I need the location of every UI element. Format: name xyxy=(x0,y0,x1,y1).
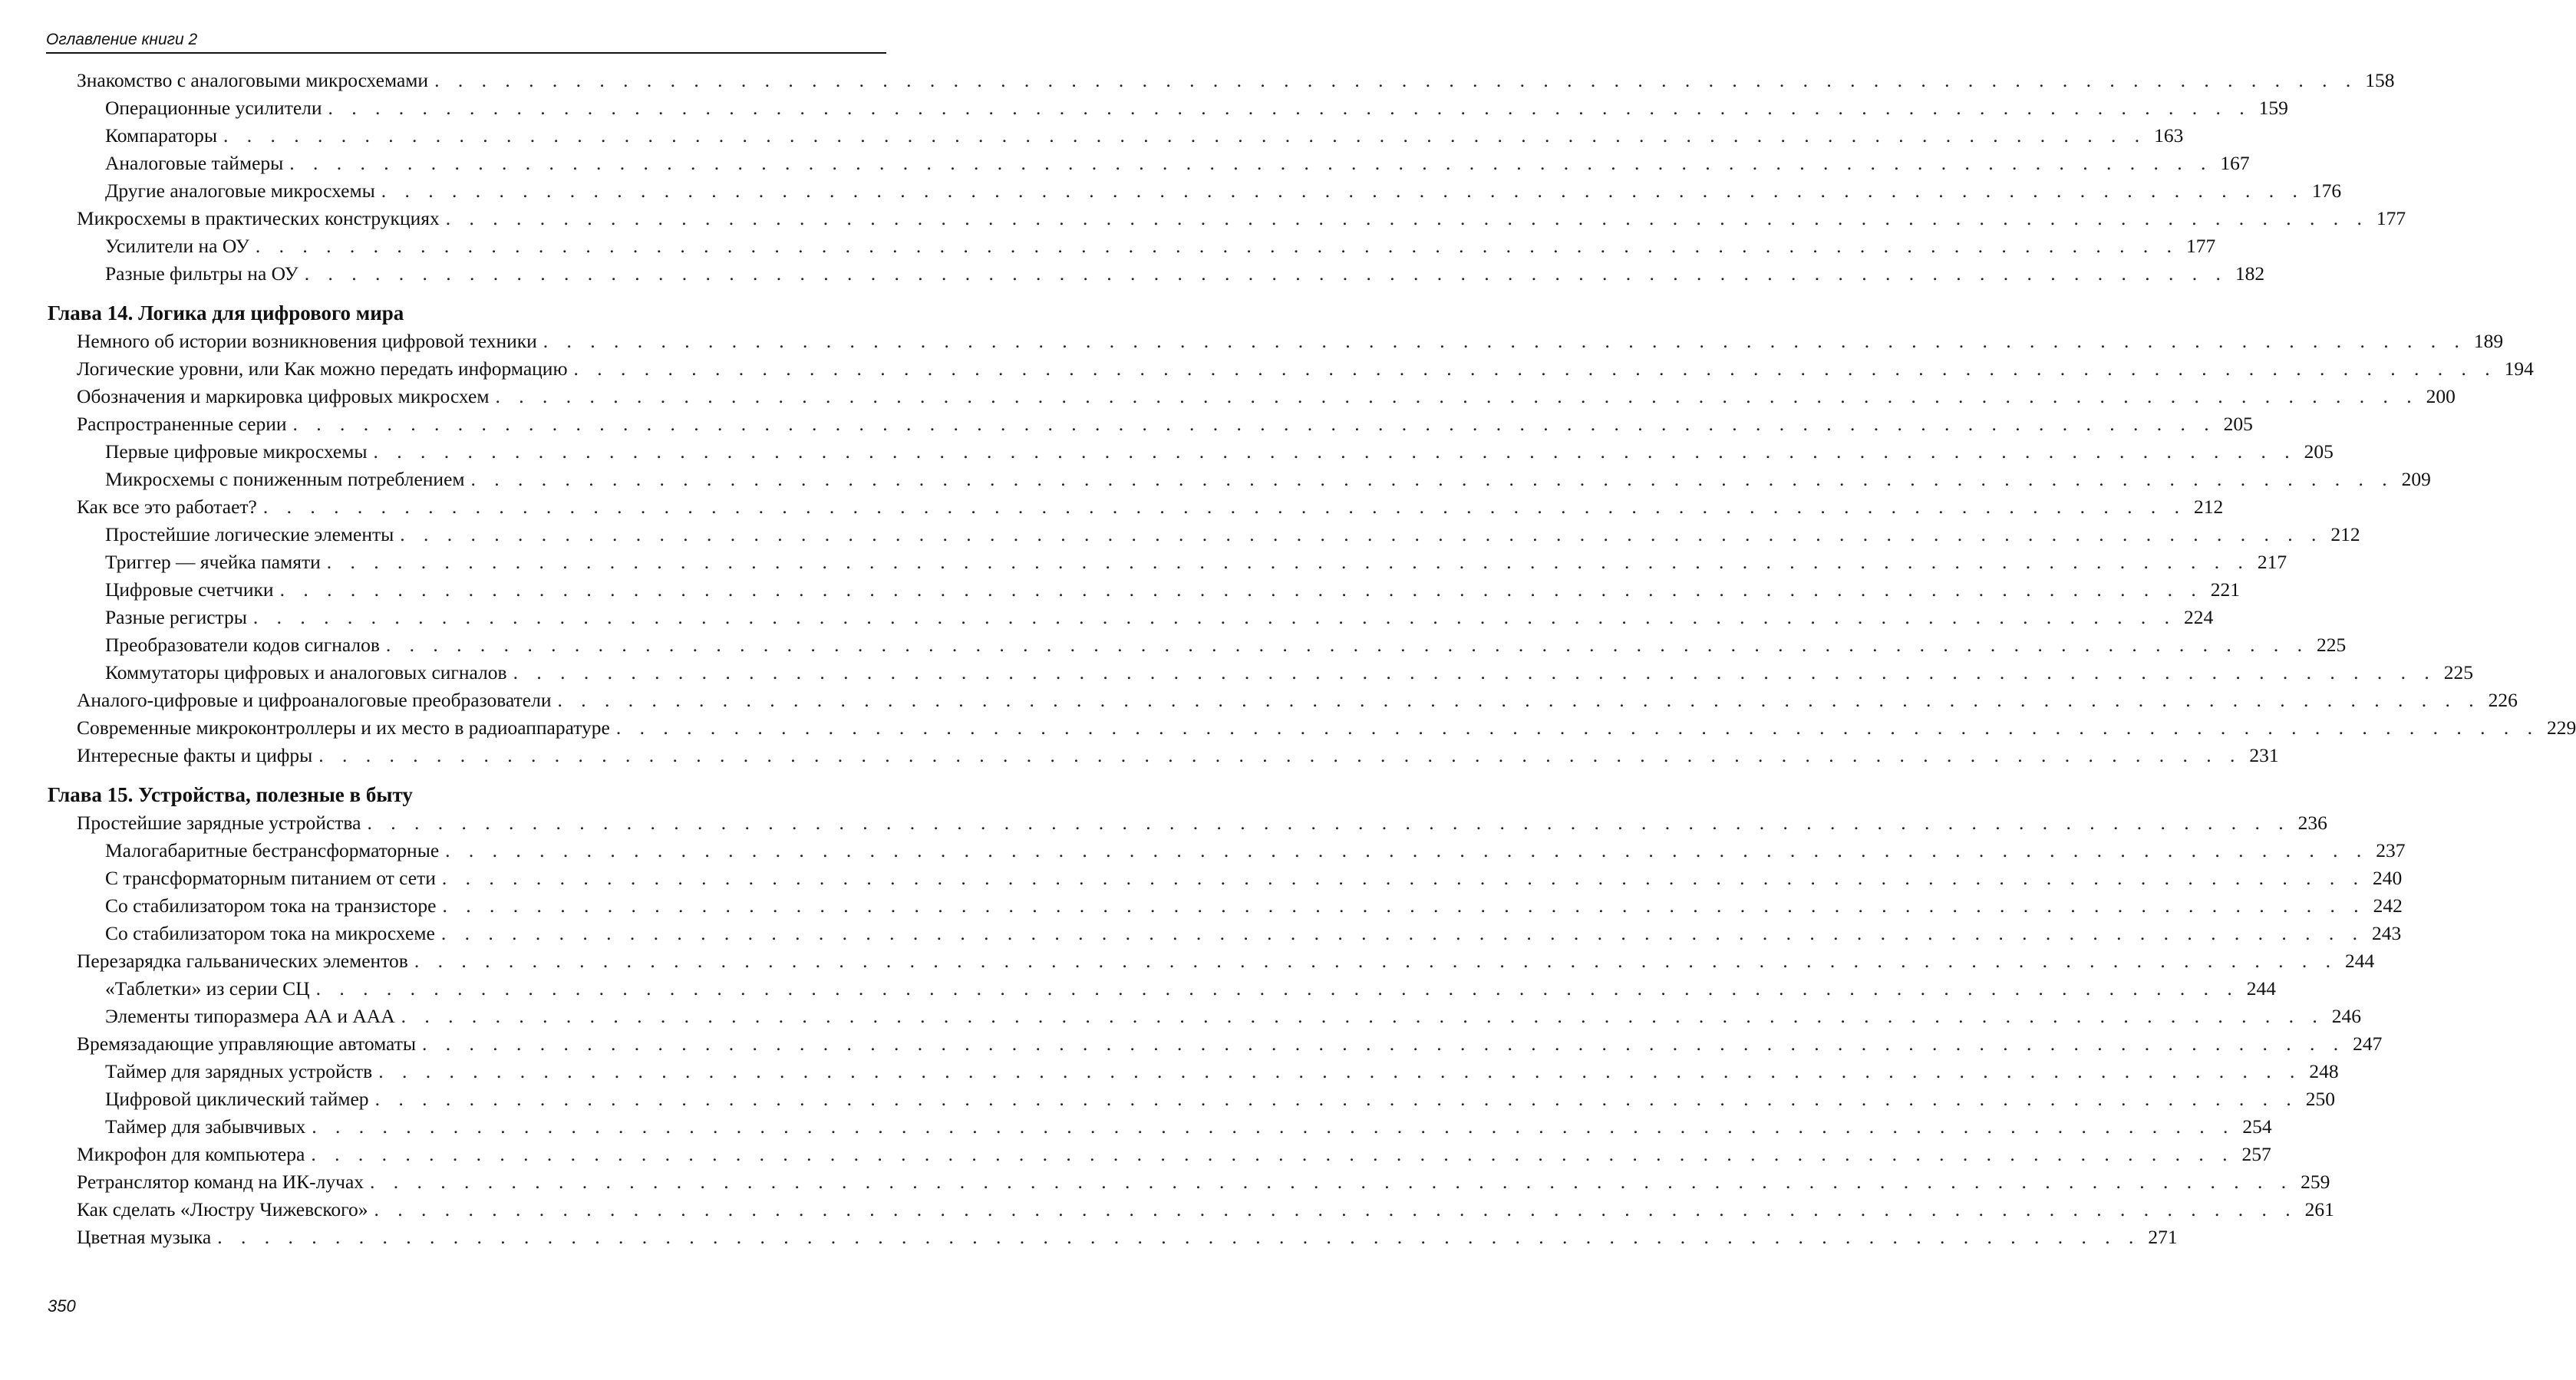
toc-entry-page: 163 xyxy=(2154,124,2184,147)
toc-subsection-entry xyxy=(105,95,2288,121)
toc-subsection-entry xyxy=(105,466,2431,492)
toc-entry-page: 236 xyxy=(2297,812,2327,834)
dot-leader: . . . . . . . . . . . . . . . . . . . . . . . . . . . . . . . . . . . . . . . . . . . . . . . . . . . . . . . . . . . . . . . . . . . . . . . . . . . . . . . . . . xyxy=(445,207,2369,229)
toc-subsection-entry xyxy=(105,577,2240,603)
toc-subsection-entry xyxy=(105,150,2250,176)
toc-entry-page: 221 xyxy=(2210,578,2240,601)
toc-entry-title: Элементы типоразмера АА и ААА xyxy=(105,1005,395,1027)
toc-entry-title: Микросхемы с пониженным потреблением xyxy=(105,468,465,490)
toc-section-entry xyxy=(77,743,2279,769)
dot-leader: . . . . . . . . . . . . . . . . . . . . . . . . . . . . . . . . . . . . . . . . . . . . . . . . . . . . . . . . . . . . . . . . . . . . . . . . . . . . . . . . . . xyxy=(289,152,2213,174)
page-number: 350 xyxy=(48,1296,76,1316)
toc-subsection-entry xyxy=(105,893,2403,919)
toc-subsection-entry xyxy=(105,1003,2362,1029)
toc-subsection-entry xyxy=(105,838,2406,864)
dot-leader: . . . . . . . . . . . . . . . . . . . . . . . . . . . . . . . . . . . . . . . . . . . . . . . . . . . . . . . . . . . . . . . . . . . . . . . . . . . . . . . . . . xyxy=(495,385,2419,407)
toc-entry-page: 225 xyxy=(2443,661,2473,683)
toc-entry-page: 261 xyxy=(2304,1198,2334,1220)
toc-entry-title: Другие аналоговые микросхемы xyxy=(105,179,375,202)
toc-entry-page: 250 xyxy=(2305,1088,2335,1110)
toc-entry-title: Разные фильтры на ОУ xyxy=(105,262,298,285)
toc-subsection-entry xyxy=(105,522,2360,548)
dot-leader: . . . . . . . . . . . . . . . . . . . . . . . . . . . . . . . . . . . . . . . . . . . . . . . . . . . . . . . . . . . . . . . . . . . . . . . . . . . . . . . . . . xyxy=(400,523,2324,545)
dot-leader: . . . . . . . . . . . . . . . . . . . . . . . . . . . . . . . . . . . . . . . . . . . . . . . . . . . . . . . . . . . . . . . . . . . . . . . . . . . . . . . . . . xyxy=(367,812,2291,834)
chapter-heading: Глава 14. Логика для цифрового мира xyxy=(48,301,404,324)
toc-entry-title: Со стабилизатором тока на транзисторе xyxy=(105,894,437,917)
toc-entry-title: Современные микроконтроллеры и их место в радиоаппаратуре xyxy=(77,716,610,739)
toc-entry-title: «Таблетки» из серии СЦ xyxy=(105,977,310,1000)
dot-leader: . . . . . . . . . . . . . . . . . . . . . . . . . . . . . . . . . . . . . . . . . . . . . . . . . . . . . . . . . . . . . . . . . . . . . . . . . . . . . . . . . . xyxy=(255,235,2179,257)
toc-entry-page: 226 xyxy=(2488,689,2518,711)
dot-leader: . . . . . . . . . . . . . . . . . . . . . . . . . . . . . . . . . . . . . . . . . . . . . . . . . . . . . . . . . . . . . . . . . . . . . . . . . . . . . . . . . . xyxy=(414,950,2337,972)
toc-entry-page: 254 xyxy=(2242,1115,2272,1138)
toc-entry-page: 240 xyxy=(2373,867,2403,889)
toc-entry-title: Микрофон для компьютера xyxy=(77,1143,305,1165)
toc-entry-title: Операционные усилители xyxy=(105,97,322,119)
toc-subsection-entry xyxy=(105,604,2214,631)
dot-leader: . . . . . . . . . . . . . . . . . . . . . . . . . . . . . . . . . . . . . . . . . . . . . . . . . . . . . . . . . . . . . . . . . . . . . . . . . . . . . . . . . . xyxy=(373,440,2297,463)
toc-subsection-entry xyxy=(105,549,2287,575)
dot-leader: . . . . . . . . . . . . . . . . . . . . . . . . . . . . . . . . . . . . . . . . . . . . . . . . . . . . . . . . . . . . . . . . . . . . . . . . . . . . . . . . . . xyxy=(312,1115,2235,1138)
chapter-heading: Глава 15. Устройства, полезные в быту xyxy=(48,783,413,806)
toc-section-entry xyxy=(77,715,2576,741)
toc-entry-page: 229 xyxy=(2547,716,2576,739)
dot-leader: . . . . . . . . . . . . . . . . . . . . . . . . . . . . . . . . . . . . . . . . . . . . . . . . . . . . . . . . . . . . . . . . . . . . . . . . . . . . . . . . . . xyxy=(381,179,2304,202)
toc-section-entry xyxy=(77,356,2534,382)
toc-section-entry xyxy=(77,411,2253,437)
toc-entry-page: 189 xyxy=(2473,330,2504,352)
toc-section-entry xyxy=(77,1224,2178,1250)
toc-entry-page: 209 xyxy=(2401,468,2431,490)
toc-entry-title: Компараторы xyxy=(105,124,217,147)
toc-section-entry xyxy=(77,494,2224,520)
toc-entry-title: Преобразователи кодов сигналов xyxy=(105,634,380,656)
toc-subsection-entry xyxy=(105,178,2342,204)
toc-section-entry xyxy=(77,206,2406,232)
toc-entry-page: 200 xyxy=(2426,385,2456,407)
toc-entry-page: 182 xyxy=(2235,262,2265,285)
toc-subsection-entry xyxy=(105,261,2265,287)
toc-entry-title: Простейшие зарядные устройства xyxy=(77,812,361,834)
toc-entry-title: Простейшие логические элементы xyxy=(105,523,394,545)
dot-leader: . . . . . . . . . . . . . . . . . . . . . . . . . . . . . . . . . . . . . . . . . . . . . . . . . . . . . . . . . . . . . . . . . . . . . . . . . . . . . . . . . . xyxy=(279,578,2203,601)
toc-entry-page: 259 xyxy=(2301,1171,2330,1193)
toc-entry-title: Немного об истории возникновения цифровой техники xyxy=(77,330,537,352)
toc-entry-title: Аналого-цифровые и цифроаналоговые преобразователи xyxy=(77,689,552,711)
dot-leader: . . . . . . . . . . . . . . . . . . . . . . . . . . . . . . . . . . . . . . . . . . . . . . . . . . . . . . . . . . . . . . . . . . . . . . . . . . . . . . . . . . xyxy=(441,867,2366,889)
toc-entry-page: 231 xyxy=(2249,744,2279,766)
toc-entry-title: С трансформаторным питанием от сети xyxy=(105,867,436,889)
toc-entry-page: 205 xyxy=(2304,440,2334,463)
toc-entry-title: Аналоговые таймеры xyxy=(105,152,284,174)
toc-entry-page: 217 xyxy=(2257,551,2287,573)
dot-leader: . . . . . . . . . . . . . . . . . . . . . . . . . . . . . . . . . . . . . . . . . . . . . . . . . . . . . . . . . . . . . . . . . . . . . . . . . . . . . . . . . . xyxy=(304,262,2228,285)
toc-section-entry xyxy=(77,810,2327,836)
dot-leader: . . . . . . . . . . . . . . . . . . . . . . . . . . . . . . . . . . . . . . . . . . . . . . . . . . . . . . . . . . . . . . . . . . . . . . . . . . . . . . . . . . xyxy=(573,357,2497,380)
toc-entry-page: 212 xyxy=(2330,523,2360,545)
toc-entry-page: 205 xyxy=(2223,413,2253,435)
toc-entry-page: 225 xyxy=(2317,634,2347,656)
toc-entry-title: Коммутаторы цифровых и аналоговых сигналов xyxy=(105,661,507,683)
dot-leader: . . . . . . . . . . . . . . . . . . . . . . . . . . . . . . . . . . . . . . . . . . . . . . . . . . . . . . . . . . . . . . . . . . . . . . . . . . . . . . . . . . xyxy=(217,1226,2141,1248)
toc-subsection-entry xyxy=(105,1114,2272,1140)
toc-section-entry xyxy=(77,1031,2383,1057)
toc-entry-title: Триггер — ячейка памяти xyxy=(105,551,321,573)
dot-leader: . . . . . . . . . . . . . . . . . . . . . . . . . . . . . . . . . . . . . . . . . . . . . . . . . . . . . . . . . . . . . . . . . . . . . . . . . . . . . . . . . . xyxy=(328,97,2251,119)
dot-leader: . . . . . . . . . . . . . . . . . . . . . . . . . . . . . . . . . . . . . . . . . . . . . . . . . . . . . . . . . . . . . . . . . . . . . . . . . . . . . . . . . . xyxy=(513,661,2436,683)
dot-leader: . . . . . . . . . . . . . . . . . . . . . . . . . . . . . . . . . . . . . . . . . . . . . . . . . . . . . . . . . . . . . . . . . . . . . . . . . . . . . . . . . . xyxy=(401,1005,2324,1027)
toc-entry-page: 246 xyxy=(2331,1005,2362,1027)
toc-subsection-entry xyxy=(105,439,2334,465)
toc-section-entry xyxy=(77,948,2375,974)
dot-leader: . . . . . . . . . . . . . . . . . . . . . . . . . . . . . . . . . . . . . . . . . . . . . . . . . . . . . . . . . . . . . . . . . . . . . . . . . . . . . . . . . . xyxy=(252,606,2176,628)
toc-entry-title: Таймер для зарядных устройств xyxy=(105,1060,373,1082)
toc-entry-page: 244 xyxy=(2246,977,2276,1000)
dot-leader: . . . . . . . . . . . . . . . . . . . . . . . . . . . . . . . . . . . . . . . . . . . . . . . . . . . . . . . . . . . . . . . . . . . . . . . . . . . . . . . . . . xyxy=(370,1171,2294,1193)
dot-leader: . . . . . . . . . . . . . . . . . . . . . . . . . . . . . . . . . . . . . . . . . . . . . . . . . . . . . . . . . . . . . . . . . . . . . . . . . . . . . . . . . . xyxy=(292,413,2216,435)
toc-entry-title: Цифровые счетчики xyxy=(105,578,274,601)
toc-subsection-entry xyxy=(105,660,2473,686)
toc-entry-page: 194 xyxy=(2504,357,2534,380)
toc-entry-title: Разные регистры xyxy=(105,606,247,628)
toc-entry-title: Интересные факты и цифры xyxy=(77,744,313,766)
toc-subsection-entry xyxy=(105,233,2216,259)
dot-leader: . . . . . . . . . . . . . . . . . . . . . . . . . . . . . . . . . . . . . . . . . . . . . . . . . . . . . . . . . . . . . . . . . . . . . . . . . . . . . . . . . . xyxy=(311,1143,2235,1165)
toc-entry-page: 158 xyxy=(2365,69,2395,91)
toc-entry-title: Обозначения и маркировка цифровых микросхем xyxy=(77,385,490,407)
toc-entry-page: 243 xyxy=(2371,922,2402,944)
toc-section-entry xyxy=(77,1169,2330,1195)
toc-entry-title: Усилители на ОУ xyxy=(105,235,249,257)
toc-entry-title: Времязадающие управляющие автоматы xyxy=(77,1033,416,1055)
toc-entry-title: Со стабилизатором тока на микросхеме xyxy=(105,922,435,944)
toc-entry-page: 212 xyxy=(2193,496,2224,518)
toc-entry-title: Малогабаритные бестрансформаторные xyxy=(105,839,440,861)
toc-section-entry xyxy=(77,68,2395,94)
toc-entry-title: Перезарядка гальванических элементов xyxy=(77,950,408,972)
toc-subsection-entry xyxy=(105,1086,2335,1112)
dot-leader: . . . . . . . . . . . . . . . . . . . . . . . . . . . . . . . . . . . . . . . . . . . . . . . . . . . . . . . . . . . . . . . . . . . . . . . . . . . . . . . . . . xyxy=(615,716,2539,739)
toc-entry-title: Микросхемы в практических конструкциях xyxy=(77,207,440,229)
dot-leader: . . . . . . . . . . . . . . . . . . . . . . . . . . . . . . . . . . . . . . . . . . . . . . . . . . . . . . . . . . . . . . . . . . . . . . . . . . . . . . . . . . xyxy=(557,689,2481,711)
toc-entry-page: 247 xyxy=(2353,1033,2383,1055)
dot-leader: . . . . . . . . . . . . . . . . . . . . . . . . . . . . . . . . . . . . . . . . . . . . . . . . . . . . . . . . . . . . . . . . . . . . . . . . . . . . . . . . . . xyxy=(378,1060,2302,1082)
toc-entry-title: Знакомство с аналоговыми микросхемами xyxy=(77,69,429,91)
toc-entry-title: Как все это работает? xyxy=(77,496,257,518)
toc-entry-page: 159 xyxy=(2258,97,2288,119)
toc-entry-page: 177 xyxy=(2186,235,2216,257)
toc-entry-page: 257 xyxy=(2241,1143,2271,1165)
toc-entry-page: 167 xyxy=(2220,152,2250,174)
dot-leader: . . . . . . . . . . . . . . . . . . . . . . . . . . . . . . . . . . . . . . . . . . . . . . . . . . . . . . . . . . . . . . . . . . . . . . . . . . . . . . . . . . xyxy=(445,839,2369,861)
toc-section-entry xyxy=(77,1141,2271,1168)
toc-subsection-entry xyxy=(105,123,2184,149)
toc-entry-title: Ретранслятор команд на ИК-лучах xyxy=(77,1171,364,1193)
toc-section-entry xyxy=(77,384,2456,410)
toc-entry-title: Цифровой циклический таймер xyxy=(105,1088,369,1110)
toc-entry-page: 237 xyxy=(2376,839,2406,861)
dot-leader: . . . . . . . . . . . . . . . . . . . . . . . . . . . . . . . . . . . . . . . . . . . . . . . . . . . . . . . . . . . . . . . . . . . . . . . . . . . . . . . . . . xyxy=(422,1033,2346,1055)
toc-subsection-entry xyxy=(105,1059,2339,1085)
dot-leader: . . . . . . . . . . . . . . . . . . . . . . . . . . . . . . . . . . . . . . . . . . . . . . . . . . . . . . . . . . . . . . . . . . . . . . . . . . . . . . . . . . xyxy=(470,468,2394,490)
toc-entry-title: Таймер для забывчивых xyxy=(105,1115,306,1138)
toc-entry-page: 244 xyxy=(2344,950,2375,972)
toc-entry-page: 271 xyxy=(2148,1226,2178,1248)
toc-subsection-entry xyxy=(105,976,2276,1002)
toc-entry-title: Как сделать «Люстру Чижевского» xyxy=(77,1198,368,1220)
toc-entry-title: Распространенные серии xyxy=(77,413,287,435)
dot-leader: . . . . . . . . . . . . . . . . . . . . . . . . . . . . . . . . . . . . . . . . . . . . . . . . . . . . . . . . . . . . . . . . . . . . . . . . . . . . . . . . . . xyxy=(374,1198,2297,1220)
dot-leader: . . . . . . . . . . . . . . . . . . . . . . . . . . . . . . . . . . . . . . . . . . . . . . . . . . . . . . . . . . . . . . . . . . . . . . . . . . . . . . . . . . xyxy=(442,894,2366,917)
toc-entry-title: Цветная музыка xyxy=(77,1226,212,1248)
toc-subsection-entry xyxy=(105,632,2347,658)
dot-leader: . . . . . . . . . . . . . . . . . . . . . . . . . . . . . . . . . . . . . . . . . . . . . . . . . . . . . . . . . . . . . . . . . . . . . . . . . . . . . . . . . . xyxy=(440,922,2364,944)
dot-leader: . . . . . . . . . . . . . . . . . . . . . . . . . . . . . . . . . . . . . . . . . . . . . . . . . . . . . . . . . . . . . . . . . . . . . . . . . . . . . . . . . . xyxy=(315,977,2239,1000)
dot-leader: . . . . . . . . . . . . . . . . . . . . . . . . . . . . . . . . . . . . . . . . . . . . . . . . . . . . . . . . . . . . . . . . . . . . . . . . . . . . . . . . . . xyxy=(374,1088,2298,1110)
toc-section-entry xyxy=(77,687,2518,713)
toc-entry-page: 176 xyxy=(2311,179,2342,202)
toc-subsection-entry xyxy=(105,921,2402,947)
toc-entry-page: 177 xyxy=(2376,207,2406,229)
dot-leader: . . . . . . . . . . . . . . . . . . . . . . . . . . . . . . . . . . . . . . . . . . . . . . . . . . . . . . . . . . . . . . . . . . . . . . . . . . . . . . . . . . xyxy=(326,551,2250,573)
toc-section-entry xyxy=(77,1197,2334,1223)
running-header: Оглавление книги 2 xyxy=(46,29,886,54)
dot-leader: . . . . . . . . . . . . . . . . . . . . . . . . . . . . . . . . . . . . . . . . . . . . . . . . . . . . . . . . . . . . . . . . . . . . . . . . . . . . . . . . . . xyxy=(223,124,2147,147)
toc-subsection-entry xyxy=(105,865,2403,891)
toc-entry-title: Логические уровни, или Как можно передать информацию xyxy=(77,357,568,380)
toc-entry-page: 248 xyxy=(2309,1060,2339,1082)
dot-leader: . . . . . . . . . . . . . . . . . . . . . . . . . . . . . . . . . . . . . . . . . . . . . . . . . . . . . . . . . . . . . . . . . . . . . . . . . . . . . . . . . . xyxy=(385,634,2310,656)
dot-leader: . . . . . . . . . . . . . . . . . . . . . . . . . . . . . . . . . . . . . . . . . . . . . . . . . . . . . . . . . . . . . . . . . . . . . . . . . . . . . . . . . . xyxy=(434,69,2358,91)
toc-entry-page: 224 xyxy=(2184,606,2214,628)
dot-leader: . . . . . . . . . . . . . . . . . . . . . . . . . . . . . . . . . . . . . . . . . . . . . . . . . . . . . . . . . . . . . . . . . . . . . . . . . . . . . . . . . . xyxy=(262,496,2186,518)
toc-entry-title: Первые цифровые микросхемы xyxy=(105,440,368,463)
toc-entry-page: 242 xyxy=(2373,894,2403,917)
dot-leader: . . . . . . . . . . . . . . . . . . . . . . . . . . . . . . . . . . . . . . . . . . . . . . . . . . . . . . . . . . . . . . . . . . . . . . . . . . . . . . . . . . xyxy=(543,330,2466,352)
dot-leader: . . . . . . . . . . . . . . . . . . . . . . . . . . . . . . . . . . . . . . . . . . . . . . . . . . . . . . . . . . . . . . . . . . . . . . . . . . . . . . . . . . xyxy=(318,744,2242,766)
toc-section-entry xyxy=(77,328,2504,354)
